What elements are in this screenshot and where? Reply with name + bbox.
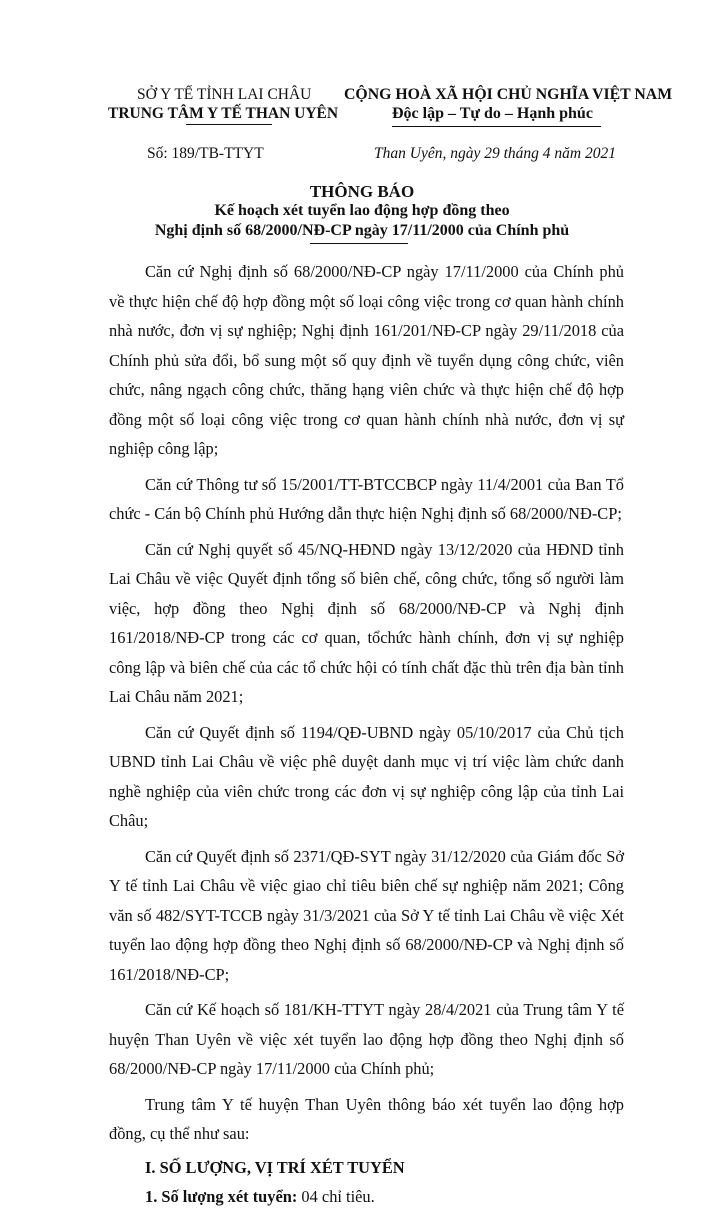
paragraph-legal-basis-5: Căn cứ Quyết định số 2371/QĐ-SYT ngày 31/12/2020 của Giám đốc Sở Y tế tỉnh Lai Châu về việc giao chỉ tiêu biên chế sự nghiệp năm 2021; Công văn số 482/SYT-TCCB ngày 31/3/2021 của Sở Y tế tỉnh Lai Châu về việc Xét tuyển lao động hợp đồng theo Nghị định số 68/2000/NĐ-CP và Nghị định số 161/2018/NĐ-CP;: [109, 846, 624, 984]
paragraph-legal-basis-4: Căn cứ Quyết định số 1194/QĐ-UBND ngày 05/10/2017 của Chủ tịch UBND tỉnh Lai Châu về việc phê duyệt danh mục vị trí việc làm chức danh nghề nghiệp của viên chức trong các đơn vị sự nghiệp công lập của tỉnh Lai Châu;: [109, 722, 624, 830]
paragraph-legal-basis-3: Căn cứ Nghị quyết số 45/NQ-HĐND ngày 13/12/2020 của HĐND tỉnh Lai Châu về việc Quyết định tổng số biên chế, công chức, tổng số người làm việc, hợp đồng theo Nghị định số 68/2000/NĐ-CP và Nghị định 161/2018/NĐ-CP trong các cơ quan, tổchức hành chính, đơn vị sự nghiệp công lập và biên chế của các tổ chức hội có tính chất đặc thù trên địa bàn tỉnh Lai Châu năm 2021;: [109, 539, 624, 706]
section-heading-text: I. SỐ LƯỢNG, VỊ TRÍ XÉT TUYỂN: [145, 1157, 405, 1177]
item-quantity-label: 1. Số lượng xét tuyển:: [145, 1187, 298, 1206]
item-quantity-value: 04 chỉ tiêu.: [297, 1187, 375, 1206]
nation-underline: [392, 126, 601, 127]
section-heading: [109, 1153, 624, 1183]
nation-line-2: Độc lập – Tự do – Hạnh phúc: [392, 105, 593, 122]
item-quantity: [109, 1182, 624, 1212]
agency-underline: [186, 124, 272, 125]
document-body: [109, 257, 624, 1212]
paragraph-legal-basis-6: Căn cứ Kế hoạch số 181/KH-TTYT ngày 28/4/2021 của Trung tâm Y tế huyện Than Uyên về việc xét tuyển lao động hợp đồng theo Nghị định số 68/2000/NĐ-CP ngày 17/11/2000 của Chính phủ;: [109, 1000, 624, 1078]
document-subtitle-1: Kế hoạch xét tuyển lao động hợp đồng theo: [214, 202, 510, 219]
document-number: Số: 189/TB-TTYT: [147, 145, 264, 162]
paragraph-announcement: Trung tâm Y tế huyện Than Uyên thông báo xét tuyển lao động hợp đồng, cụ thể như sau:: [109, 1094, 624, 1143]
document-title: THÔNG BÁO: [309, 182, 415, 201]
title-underline: [310, 243, 408, 244]
document-subtitle-2: Nghị định số 68/2000/NĐ-CP ngày 17/11/2000 của Chính phủ: [154, 222, 570, 239]
place-date: Than Uyên, ngày 29 tháng 4 năm 2021: [374, 145, 616, 162]
paragraph-legal-basis-2: Căn cứ Thông tư số 15/2001/TT-BTCCBCP ngày 11/4/2001 của Ban Tổ chức - Cán bộ Chính phủ Hướng dẫn thực hiện Nghị định số 68/2000/NĐ-CP;: [109, 474, 624, 523]
paragraph-legal-basis-1: Căn cứ Nghị định số 68/2000/NĐ-CP ngày 17/11/2000 của Chính phủ về thực hiện chế độ hợp đồng một số loại công việc trong cơ quan hành chính nhà nước, đơn vị sự nghiệp; Nghị định 161/201/NĐ-CP ngày 29/11/2018 của Chính phủ sửa đổi, bổ sung một số quy định về tuyển dụng công chức, viên chức, nâng ngạch công chức, thăng hạng viên chức và thực hiện chế độ hợp đồng một số loại công việc trong cơ quan hành chính nhà nước, đơn vị sự nghiệp công lập;: [109, 262, 624, 458]
nation-line-1: CỘNG HOÀ XÃ HỘI CHỦ NGHĨA VIỆT NAM: [344, 86, 673, 103]
agency-line-1: SỞ Y TẾ TỈNH LAI CHÂU: [137, 86, 312, 103]
agency-line-2: TRUNG TÂM Y TẾ THAN UYÊN: [108, 105, 339, 122]
